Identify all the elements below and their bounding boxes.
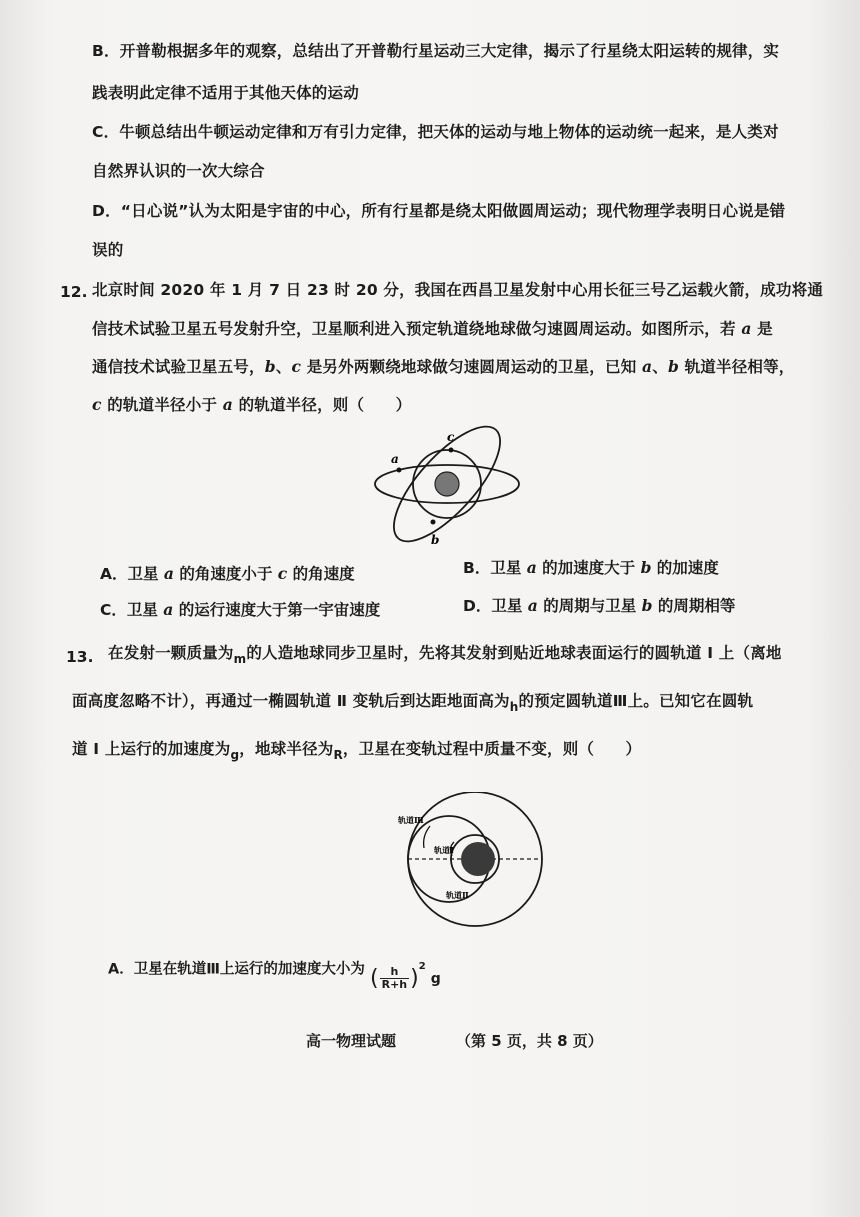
satellite-c-dot bbox=[449, 448, 454, 453]
q11-option-b-line1: B．开普勒根据多年的观察，总结出了开普勒行星运动三大定律，揭示了行星绕太阳运转的规律，实 bbox=[92, 42, 780, 60]
q12-stem-line3: 通信技术试验卫星五号，b、c 是另外两颗绕地球做匀速圆周运动的卫星，已知 a、b 轨道半径相等， bbox=[92, 357, 795, 376]
q12-stem-line1: 北京时间 2020 年 1 月 7 日 23 时 20 分，我国在西昌卫星发射中心用长征三号乙运载火箭，成功将通 bbox=[92, 281, 824, 299]
formula: ( $\frac{h}{R+h}$ )$^2$ g bbox=[370, 961, 441, 992]
label-b: b bbox=[431, 533, 440, 547]
q11-option-d-line2: 误的 bbox=[92, 241, 124, 259]
earth-icon bbox=[461, 842, 495, 876]
q12-orbit-figure bbox=[365, 425, 535, 550]
q12-option-d: D．卫星 a 的周期与卫星 b 的周期相等 bbox=[463, 596, 736, 615]
q12-stem-line2: 信技术试验卫星五号发射升空，卫星顺利进入预定轨道绕地球做匀速圆周运动。如图所示，若 a 是 bbox=[92, 319, 773, 338]
q11-option-c-line1: C．牛顿总结出牛顿运动定律和万有引力定律，把天体的运动与地上物体的运动统一起来，是人类对 bbox=[92, 123, 779, 141]
q11-option-d-line1: D．“日心说”认为太阳是宇宙的中心，所有行星都是绕太阳做圆周运动；现代物理学表明日心说是错 bbox=[92, 202, 786, 220]
q12-option-c: C．卫星 a 的运行速度大于第一宇宙速度 bbox=[100, 600, 381, 619]
q13-orbit-figure bbox=[390, 792, 550, 932]
q11-option-c-line2: 自然界认识的一次大综合 bbox=[92, 162, 265, 180]
q13-line2: 面高度忽略不计），再通过一椭圆轨道 Ⅱ 变轨后到达距地面高为$_h$的预定圆轨道Ⅲ上。已知它在圆轨 bbox=[72, 692, 754, 714]
label-orbit-ii: 轨道Ⅱ bbox=[446, 890, 469, 900]
q13-option-a: A．卫星在轨道Ⅲ上运行的加速度大小为 ( $\frac{h}{R+h}$ )$^2$ g bbox=[108, 961, 441, 992]
q11-option-b-line2: 践表明此定律不适用于其他天体的运动 bbox=[92, 84, 359, 102]
q13-number: 13. bbox=[66, 648, 94, 666]
arrow-icon bbox=[424, 826, 430, 848]
footer-subject: 高一物理试题 bbox=[306, 1032, 397, 1050]
satellite-b-dot bbox=[431, 520, 436, 525]
q12-stem-line4: c 的轨道半径小于 a 的轨道半径，则（ ） bbox=[92, 395, 412, 414]
label-orbit-i: 轨道Ⅰ bbox=[434, 845, 454, 855]
q12-option-a: A．卫星 a 的角速度小于 c 的角速度 bbox=[100, 564, 355, 583]
satellite-a-dot bbox=[397, 468, 402, 473]
earth-icon bbox=[435, 472, 459, 496]
q12-number: 12. bbox=[60, 283, 88, 301]
label-orbit-iii: 轨道Ⅲ bbox=[398, 815, 424, 825]
q13-line3: 道 Ⅰ 上运行的加速度为$_g$，地球半径为$_R$，卫星在变轨过程中质量不变，则（ ） bbox=[72, 740, 642, 762]
q13-line1: 在发射一颗质量为$_m$的人造地球同步卫星时，先将其发射到贴近地球表面运行的圆轨道 Ⅰ 上（离地 bbox=[108, 644, 782, 666]
q12-option-b: B．卫星 a 的加速度大于 b 的加速度 bbox=[463, 558, 719, 577]
label-a: a bbox=[391, 452, 399, 466]
label-c: c bbox=[447, 430, 455, 444]
footer-page-number: （第 5 页，共 8 页） bbox=[456, 1032, 603, 1050]
